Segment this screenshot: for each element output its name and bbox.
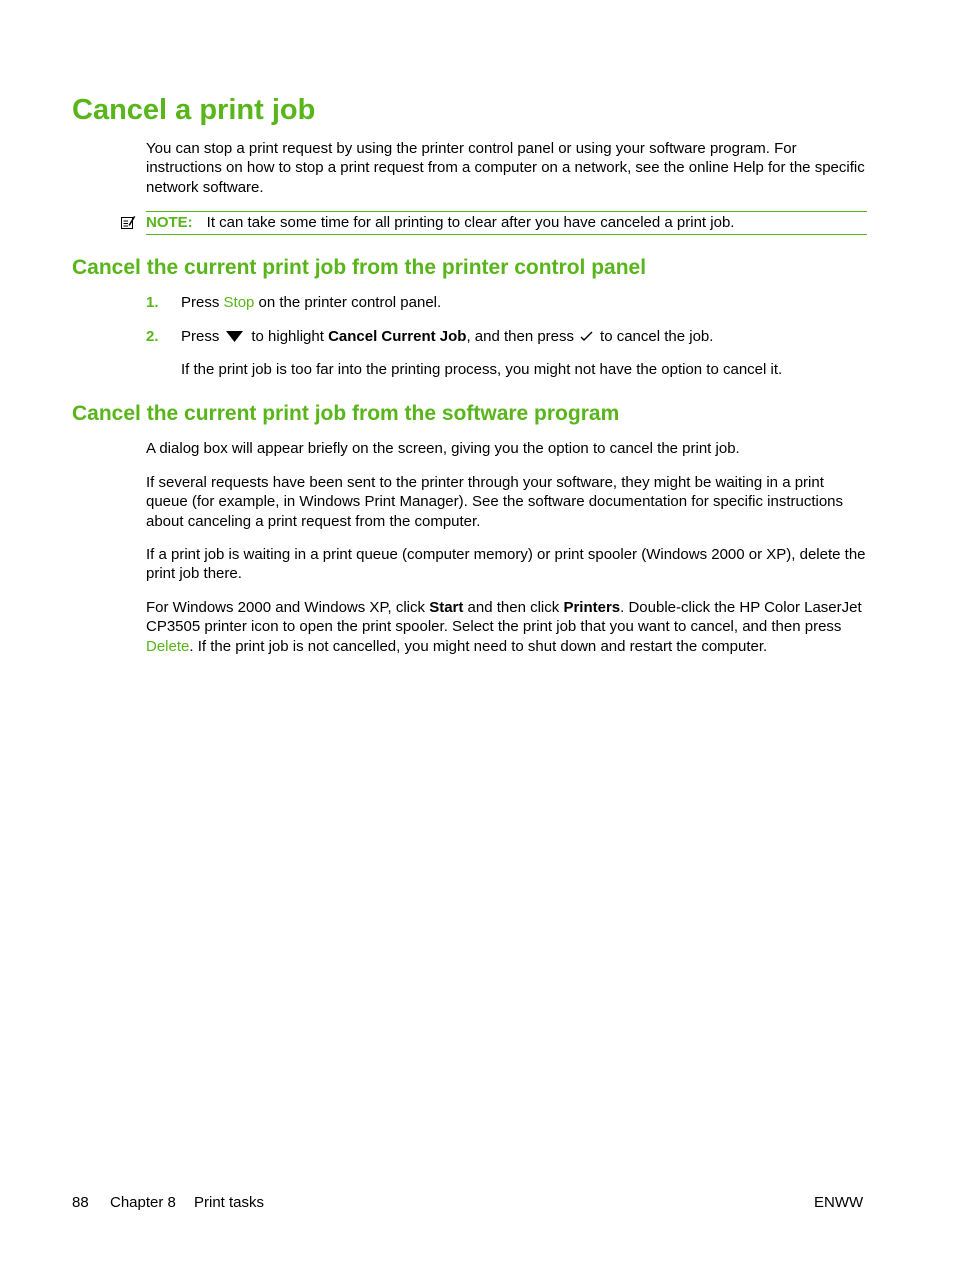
step-text-pre: Press (181, 294, 224, 311)
paragraph-text: and then click (463, 599, 564, 616)
paragraph (146, 598, 868, 656)
footer-page-number: 88 (72, 1194, 89, 1211)
paragraph: If a print job is waiting in a print queue (computer memory) or print spooler (Windows 2000 or XP), delete the print job there. (146, 546, 866, 583)
step-text-mid: , and then press (466, 328, 575, 345)
checkmark-icon (574, 329, 600, 343)
stop-button-reference: Stop (223, 294, 255, 311)
footer-locale: ENWW (814, 1194, 864, 1211)
step-text-post: on the printer control panel. (254, 294, 442, 311)
step-text (181, 293, 441, 312)
step-text-mid: to highlight (251, 328, 329, 345)
note-box (146, 211, 867, 235)
step-number: 2. (146, 328, 159, 345)
note-label: NOTE: (146, 214, 193, 231)
paragraph: If several requests have been sent to the printer through your software, they might be waiting in a print queue (for example, in Windows Print Manager). See the software documentation for specific instructions about canceling a print request from the computer. (146, 474, 844, 530)
section-heading-control-panel: Cancel the current print job from the printer control panel (72, 256, 647, 279)
footer-chapter: Chapter 8 (110, 1194, 176, 1211)
paragraph-text: . Double-click the HP Color LaserJet CP3505 printer icon to open the print spooler. Select the print job that you want to cancel, and then press (146, 599, 862, 636)
step-text-pre: Press (181, 328, 220, 345)
paragraph: A dialog box will appear briefly on the screen, giving you the option to cancel the print job. (146, 440, 740, 457)
delete-key-reference: Delete (146, 637, 190, 655)
down-arrow-icon (219, 329, 251, 343)
footer-section: Print tasks (194, 1194, 265, 1211)
note-text: It can take some time for all printing to clear after you have canceled a print job. (206, 214, 735, 231)
printers-label: Printers (563, 599, 621, 616)
step-text (181, 327, 713, 346)
page-title: Cancel a print job (72, 94, 316, 126)
step-number: 1. (146, 294, 159, 311)
step-text-post: to cancel the job. (600, 328, 714, 345)
intro-paragraph: You can stop a print request by using the printer control panel or using your software program. For instructions on how to stop a print request from a computer on a network, see the online Help for the specific network software. (146, 140, 865, 196)
step-detail: If the print job is too far into the printing process, you might not have the option to cancel it. (181, 361, 783, 378)
cancel-current-job-label: Cancel Current Job (328, 328, 467, 345)
paragraph-text: . If the print job is not cancelled, you might need to shut down and restart the computer. (189, 637, 768, 655)
start-label: Start (429, 599, 464, 616)
note-icon (120, 214, 136, 230)
paragraph-text: For Windows 2000 and Windows XP, click (146, 599, 430, 616)
section-heading-software: Cancel the current print job from the software program (72, 402, 620, 425)
